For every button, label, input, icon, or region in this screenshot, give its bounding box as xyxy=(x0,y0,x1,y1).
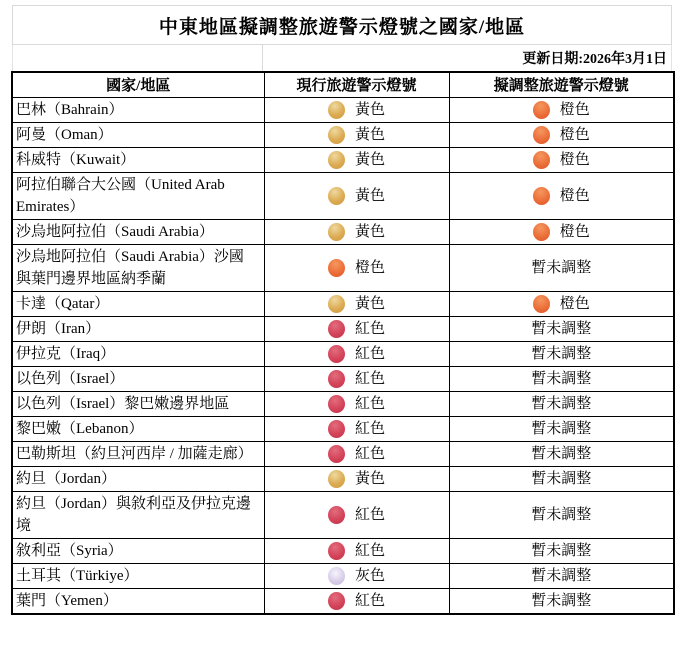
current-light-label: 黃色 xyxy=(354,470,385,487)
proposed-light-group xyxy=(452,318,672,340)
table-row xyxy=(12,147,674,172)
proposed-light-cell xyxy=(449,416,674,441)
orange-light-icon xyxy=(533,101,550,119)
table-row xyxy=(12,291,674,316)
proposed-light-group xyxy=(452,221,672,243)
proposed-light-group xyxy=(452,504,672,526)
current-light-label: 紅色 xyxy=(354,445,385,462)
red-light-icon xyxy=(328,542,345,560)
current-light-group xyxy=(267,293,447,315)
proposed-light-cell xyxy=(449,538,674,563)
yellow-light-icon xyxy=(328,101,345,119)
country-cell: 以色列（Israel） xyxy=(12,366,264,391)
current-light-label: 紅色 xyxy=(354,506,385,523)
yellow-light-icon xyxy=(328,151,345,169)
current-light-group xyxy=(267,590,447,612)
orange-light-icon xyxy=(328,259,345,277)
page-title: 中東地區擬調整旅遊警示燈號之國家/地區 xyxy=(12,5,672,45)
current-light-cell xyxy=(264,316,449,341)
proposed-light-cell xyxy=(449,491,674,538)
proposed-light-cell xyxy=(449,316,674,341)
current-light-label: 黃色 xyxy=(354,126,385,143)
proposed-light-group xyxy=(452,368,672,390)
proposed-light-label: 橙色 xyxy=(559,187,590,204)
current-light-label: 橙色 xyxy=(354,259,385,276)
table-row xyxy=(12,316,674,341)
current-light-group xyxy=(267,504,447,526)
country-cell: 以色列（Israel）黎巴嫩邊界地區 xyxy=(12,391,264,416)
red-light-icon xyxy=(328,445,345,463)
travel-alert-table xyxy=(11,71,675,615)
orange-light-icon xyxy=(533,126,550,144)
proposed-light-cell xyxy=(449,291,674,316)
country-cell: 約旦（Jordan）與敘利亞及伊拉克邊境 xyxy=(12,491,264,538)
current-light-label: 黃色 xyxy=(354,187,385,204)
country-cell: 敘利亞（Syria） xyxy=(12,538,264,563)
header-row xyxy=(12,72,674,97)
yellow-light-icon xyxy=(328,470,345,488)
country-cell: 卡達（Qatar） xyxy=(12,291,264,316)
proposed-light-group xyxy=(452,185,672,207)
proposed-light-label: 暫未調整 xyxy=(531,542,592,559)
proposed-light-group xyxy=(452,124,672,146)
current-light-group xyxy=(267,124,447,146)
proposed-light-cell xyxy=(449,172,674,219)
table-row xyxy=(12,122,674,147)
col-header-country: 國家/地區 xyxy=(12,72,264,97)
proposed-light-group xyxy=(452,468,672,490)
proposed-light-cell xyxy=(449,244,674,291)
proposed-light-label: 暫未調整 xyxy=(531,259,592,276)
red-light-icon xyxy=(328,395,345,413)
current-light-cell xyxy=(264,563,449,588)
table-row xyxy=(12,244,674,291)
current-light-cell xyxy=(264,97,449,122)
current-light-cell xyxy=(264,588,449,614)
orange-light-icon xyxy=(533,151,550,169)
proposed-light-label: 橙色 xyxy=(559,126,590,143)
proposed-light-label: 暫未調整 xyxy=(531,320,592,337)
current-light-group xyxy=(267,418,447,440)
current-light-cell xyxy=(264,147,449,172)
proposed-light-label: 暫未調整 xyxy=(531,506,592,523)
gray-light-icon xyxy=(328,567,345,585)
current-light-cell xyxy=(264,538,449,563)
proposed-light-group xyxy=(452,590,672,612)
current-light-label: 紅色 xyxy=(354,420,385,437)
current-light-cell xyxy=(264,366,449,391)
proposed-light-cell xyxy=(449,341,674,366)
current-light-cell xyxy=(264,291,449,316)
country-cell: 約旦（Jordan） xyxy=(12,466,264,491)
proposed-light-label: 暫未調整 xyxy=(531,420,592,437)
proposed-light-label: 暫未調整 xyxy=(531,445,592,462)
current-light-group xyxy=(267,149,447,171)
table-row xyxy=(12,366,674,391)
current-light-cell xyxy=(264,416,449,441)
proposed-light-cell xyxy=(449,122,674,147)
current-light-group xyxy=(267,99,447,121)
current-light-cell xyxy=(264,172,449,219)
proposed-light-group xyxy=(452,393,672,415)
proposed-light-label: 橙色 xyxy=(559,223,590,240)
orange-light-icon xyxy=(533,295,550,313)
current-light-cell xyxy=(264,441,449,466)
red-light-icon xyxy=(328,420,345,438)
current-light-group xyxy=(267,393,447,415)
col-header-proposed: 擬調整旅遊警示燈號 xyxy=(449,72,674,97)
current-light-label: 紅色 xyxy=(354,345,385,362)
country-cell: 科威特（Kuwait） xyxy=(12,147,264,172)
proposed-light-cell xyxy=(449,147,674,172)
table-row xyxy=(12,441,674,466)
proposed-light-group xyxy=(452,565,672,587)
current-light-label: 紅色 xyxy=(354,542,385,559)
proposed-light-group xyxy=(452,293,672,315)
proposed-light-cell xyxy=(449,466,674,491)
proposed-light-label: 橙色 xyxy=(559,101,590,118)
current-light-group xyxy=(267,343,447,365)
current-light-label: 紅色 xyxy=(354,395,385,412)
current-light-cell xyxy=(264,466,449,491)
proposed-light-group xyxy=(452,418,672,440)
country-cell: 巴林（Bahrain） xyxy=(12,97,264,122)
yellow-light-icon xyxy=(328,223,345,241)
red-light-icon xyxy=(328,345,345,363)
proposed-light-label: 暫未調整 xyxy=(531,470,592,487)
current-light-group xyxy=(267,221,447,243)
country-cell: 沙烏地阿拉伯（Saudi Arabia） xyxy=(12,219,264,244)
current-light-cell xyxy=(264,491,449,538)
current-light-group xyxy=(267,257,447,279)
table-row xyxy=(12,219,674,244)
orange-light-icon xyxy=(533,187,550,205)
country-cell: 阿曼（Oman） xyxy=(12,122,264,147)
current-light-label: 紅色 xyxy=(354,592,385,609)
table-row xyxy=(12,172,674,219)
yellow-light-icon xyxy=(328,187,345,205)
current-light-cell xyxy=(264,341,449,366)
current-light-group xyxy=(267,468,447,490)
current-light-label: 灰色 xyxy=(354,567,385,584)
table-row xyxy=(12,391,674,416)
red-light-icon xyxy=(328,370,345,388)
proposed-light-cell xyxy=(449,366,674,391)
proposed-light-group xyxy=(452,257,672,279)
current-light-group xyxy=(267,368,447,390)
current-light-label: 黃色 xyxy=(354,295,385,312)
current-light-cell xyxy=(264,244,449,291)
proposed-light-label: 橙色 xyxy=(559,151,590,168)
table-row xyxy=(12,97,674,122)
proposed-light-cell xyxy=(449,391,674,416)
current-light-group xyxy=(267,443,447,465)
current-light-group xyxy=(267,185,447,207)
red-light-icon xyxy=(328,320,345,338)
col-header-current: 現行旅遊警示燈號 xyxy=(264,72,449,97)
current-light-cell xyxy=(264,219,449,244)
country-cell: 伊朗（Iran） xyxy=(12,316,264,341)
table-row xyxy=(12,341,674,366)
proposed-light-group xyxy=(452,540,672,562)
country-cell: 阿拉伯聯合大公國（United Arab Emirates） xyxy=(12,172,264,219)
current-light-group xyxy=(267,540,447,562)
date-strip-empty-cell xyxy=(13,45,263,71)
country-cell: 巴勒斯坦（約旦河西岸 / 加薩走廊） xyxy=(12,441,264,466)
country-cell: 黎巴嫩（Lebanon） xyxy=(12,416,264,441)
table-row xyxy=(12,491,674,538)
current-light-label: 黃色 xyxy=(354,223,385,240)
proposed-light-cell xyxy=(449,441,674,466)
proposed-light-label: 暫未調整 xyxy=(531,395,592,412)
current-light-label: 紅色 xyxy=(354,370,385,387)
country-cell: 葉門（Yemen） xyxy=(12,588,264,614)
proposed-light-group xyxy=(452,343,672,365)
country-cell: 土耳其（Türkiye） xyxy=(12,563,264,588)
table-row xyxy=(12,563,674,588)
proposed-light-group xyxy=(452,99,672,121)
current-light-cell xyxy=(264,391,449,416)
table-row xyxy=(12,416,674,441)
country-cell: 沙烏地阿拉伯（Saudi Arabia）沙國與葉門邊界地區納季蘭 xyxy=(12,244,264,291)
orange-light-icon xyxy=(533,223,550,241)
country-cell: 伊拉克（Iraq） xyxy=(12,341,264,366)
current-light-group xyxy=(267,565,447,587)
proposed-light-cell xyxy=(449,563,674,588)
red-light-icon xyxy=(328,506,345,524)
update-date: 更新日期:2026年3月1日 xyxy=(522,52,667,67)
current-light-label: 黃色 xyxy=(354,151,385,168)
proposed-light-label: 暫未調整 xyxy=(531,345,592,362)
yellow-light-icon xyxy=(328,295,345,313)
proposed-light-label: 暫未調整 xyxy=(531,567,592,584)
table-row xyxy=(12,466,674,491)
table-row xyxy=(12,588,674,614)
current-light-label: 紅色 xyxy=(354,320,385,337)
proposed-light-cell xyxy=(449,588,674,614)
current-light-label: 黃色 xyxy=(354,101,385,118)
red-light-icon xyxy=(328,592,345,610)
proposed-light-label: 橙色 xyxy=(559,295,590,312)
table-body xyxy=(12,97,674,614)
current-light-group xyxy=(267,318,447,340)
proposed-light-label: 暫未調整 xyxy=(531,370,592,387)
proposed-light-label: 暫未調整 xyxy=(531,592,592,609)
proposed-light-cell xyxy=(449,97,674,122)
proposed-light-group xyxy=(452,149,672,171)
proposed-light-group xyxy=(452,443,672,465)
current-light-cell xyxy=(264,122,449,147)
proposed-light-cell xyxy=(449,219,674,244)
table-row xyxy=(12,538,674,563)
date-strip xyxy=(12,45,672,71)
yellow-light-icon xyxy=(328,126,345,144)
